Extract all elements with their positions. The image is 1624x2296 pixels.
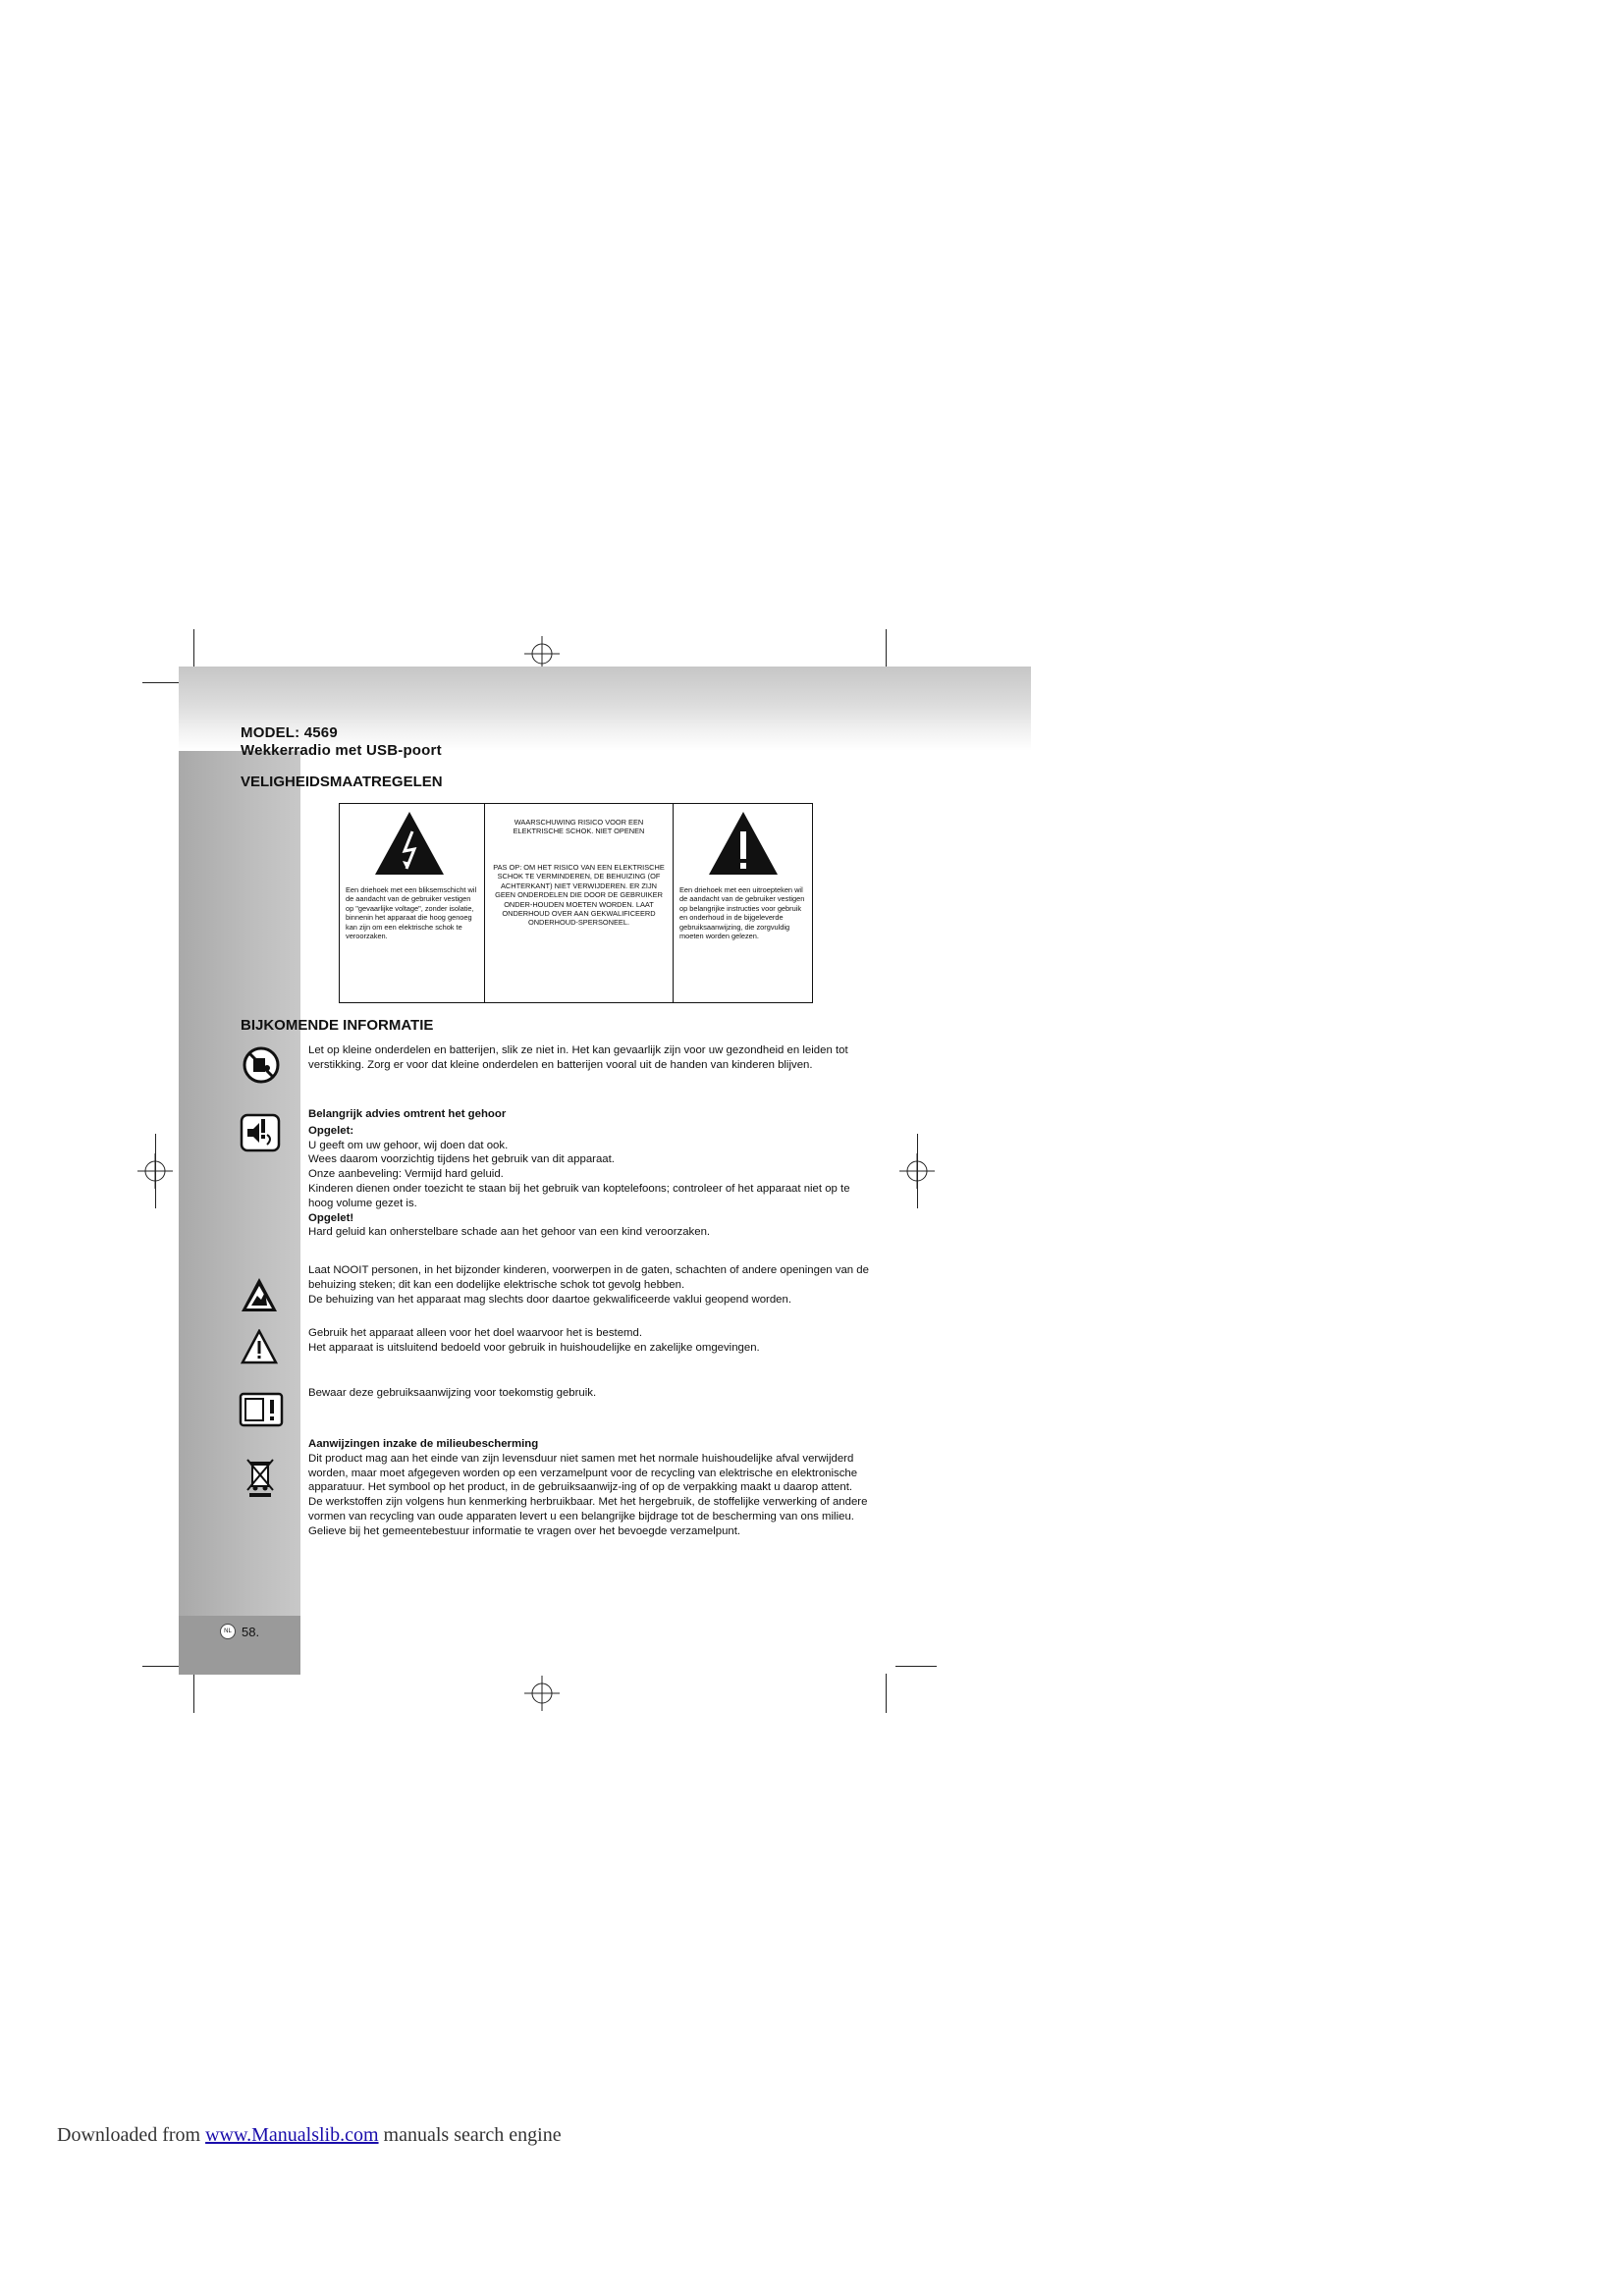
hearing-line: Kinderen dienen onder toezicht te staan bij het gebruik van koptelefoons; controleer of het apparaat niet op te hoog volume gezet is.	[308, 1182, 850, 1209]
hearing-caution-label: Opgelet:	[308, 1124, 354, 1137]
intended-use-line: Gebruik het apparaat alleen voor het doel waarvoor het is bestemd.	[308, 1327, 643, 1339]
lightning-warning-text: Een driehoek met een bliksemschicht wil de aandacht van de gebruiker vestigen op "gevaarlijke voltage", zonder isolatie, binnenin het apparaat die hoog genoeg kan zijn om een elektrische schok te veroorzaken.	[346, 885, 477, 941]
hearing-line: U geeft om uw gehoor, wij doen dat ook.	[308, 1139, 509, 1151]
product-title: Wekkerradio met USB-poort	[241, 742, 442, 759]
download-footer	[57, 2124, 562, 2147]
environment-paragraph: De werkstoffen zijn volgens hun kenmerking herbruikbaar. Met het hergebruik, de stoffelijke verwerking of andere vormen van recycling van oude apparaten levert u een belangrijke bijdrage tot de bescherming van ons milieu.	[308, 1496, 868, 1522]
footer-suffix: manuals search engine	[378, 2124, 562, 2146]
never-insert-text: Laat NOOIT personen, in het bijzonder kinderen, voorwerpen in de gaten, schachten of andere openingen van de behuizing steken; dit kan een dodelijke elektrische schok tot gevolg hebben.	[308, 1264, 869, 1291]
warning-header-text: WAARSCHUWING RISICO VOOR EEN ELEKTRISCHE SCHOK. NIET OPENEN	[513, 818, 645, 836]
environment-paragraph: Dit product mag aan het einde van zijn levensduur niet samen met het normale huishoudelijke afval verwijderd worden, maar moet afgegeven worden op een verzamelpunt voor de recycling van elektrische en elektronische apparatuur. Het symbool op het product, in de gebruiksaanwijz-ing of op de verpakking maakt u daarop attent.	[308, 1452, 858, 1494]
warning-cell-lightning	[340, 804, 484, 1002]
info-heading: BIJKOMENDE INFORMATIE	[241, 1017, 434, 1034]
crop-mark	[193, 1674, 194, 1713]
crop-mark	[155, 1134, 156, 1208]
intended-use	[308, 1326, 878, 1356]
manualslib-link[interactable]: www.Manualslib.com	[205, 2124, 379, 2146]
warning-table	[339, 803, 813, 1003]
registration-mark-icon	[524, 1676, 560, 1711]
electric-shock-icon	[240, 1276, 279, 1313]
crop-mark	[142, 1666, 182, 1667]
page-number	[220, 1624, 259, 1639]
caution-triangle-icon	[241, 1329, 278, 1364]
exclamation-warning-text: Een driehoek met een uitroepteken wil de aandacht van de gebruiker vestigen op belangrijke instructies voor gebruik en onderhoud in de bijgeleverde gebruiksaanwijzing, die zorgvuldig moeten worden gelezen.	[679, 885, 805, 941]
language-badge: NL	[220, 1624, 236, 1639]
hearing-title: Belangrijk advies omtrent het gehoor	[308, 1108, 507, 1120]
caution-text: PAS OP: OM HET RISICO VAN EEN ELEKTRISCHE SCHOK TE VERMINDEREN, DE BEHUIZING (OF ACHTERKANT) NIET VERWIJDEREN. ER ZIJN GEEN ONDERDELEN DIE DOOR DE GEBRUIKER ONDER-HOUDEN MOETEN WORDEN. LAAT ONDERHOUD OVER AAN GEKWALIFICEERD ONDERHOUD-SPERSONEEL.	[493, 863, 665, 928]
hearing-advice	[308, 1107, 878, 1240]
hearing-line: Wees daarom voorzichtig tijdens het gebruik van dit apparaat.	[308, 1153, 615, 1166]
no-small-parts-icon	[243, 1046, 280, 1084]
manual-book-icon	[239, 1392, 284, 1427]
hearing-warning-icon	[240, 1113, 281, 1152]
crop-mark	[895, 1666, 937, 1667]
side-band	[179, 751, 300, 1675]
footer-prefix: Downloaded from	[57, 2124, 206, 2146]
environment-section	[308, 1437, 878, 1539]
model-title: MODEL: 4569	[241, 724, 338, 741]
shock-warning	[308, 1263, 888, 1307]
crop-mark	[917, 1134, 918, 1208]
weee-recycling-icon	[244, 1457, 276, 1498]
crop-mark	[142, 682, 182, 683]
hearing-line: Hard geluid kan onherstelbare schade aan het gehoor van een kind veroorzaken.	[308, 1226, 711, 1239]
small-parts-text: Let op kleine onderdelen en batterijen, slik ze niet in. Het kan gevaarlijk zijn voor uw gezondheid en leiden tot verstikking. Zorg er voor dat kleine onderdelen en batterijen vooral uit de handen van kinderen blijven.	[308, 1044, 848, 1071]
page-number-text: 58.	[242, 1624, 260, 1639]
environment-paragraph: Gelieve bij het gemeentebestuur informatie te vragen over het bevoegde verzamelpunt.	[308, 1524, 741, 1537]
warning-cell-exclamation	[673, 804, 811, 1002]
environment-title: Aanwijzingen inzake de milieubescherming	[308, 1438, 539, 1450]
housing-text: De behuizing van het apparaat mag slechts door daartoe gekwalificeerde vaklui geopend worden.	[308, 1293, 792, 1306]
safety-heading: VELIGHEIDSMAATREGELEN	[241, 774, 443, 790]
hearing-caution-label: Opgelet!	[308, 1211, 354, 1224]
warning-cell-center	[484, 804, 673, 1002]
keep-manual-text: Bewaar deze gebruiksaanwijzing voor toekomstig gebruik.	[308, 1387, 597, 1399]
lightning-warning-icon	[373, 810, 446, 877]
crop-mark	[886, 1674, 887, 1713]
intended-use-line: Het apparaat is uitsluitend bedoeld voor gebruik in huishoudelijke en zakelijke omgevingen.	[308, 1341, 760, 1354]
exclamation-warning-icon	[707, 810, 780, 877]
hearing-line: Onze aanbeveling: Vermijd hard geluid.	[308, 1168, 504, 1181]
